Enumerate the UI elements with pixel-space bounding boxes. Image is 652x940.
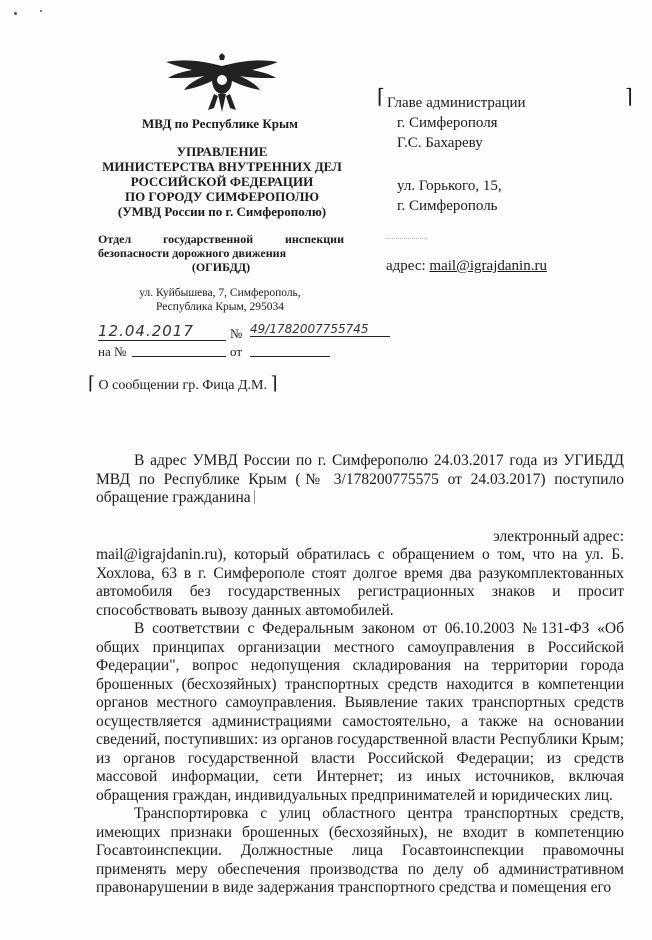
reply-to-number-line <box>132 356 226 357</box>
sender-address-line: ул. Куйбышева, 7, Симферополь, <box>139 287 301 299</box>
paragraph-1-email-label: электронный адрес: <box>493 527 624 545</box>
redaction-edge <box>246 490 255 504</box>
reply-to-label: на № <box>98 344 127 359</box>
recipient-email-label: адрес: <box>386 258 426 274</box>
department-block <box>98 232 344 275</box>
redaction-line <box>387 238 427 239</box>
sender-address-line: Республика Крым, 295034 <box>155 301 285 313</box>
recipient-street: ул. Горького, 15, <box>397 178 502 194</box>
recipient-email-link[interactable]: mail@igrajdanin.ru <box>429 258 547 274</box>
sender-heading-line: ПО ГОРОДУ СИМФЕРОПОЛЮ <box>124 189 320 204</box>
department-abbr: (ОГИБДД) <box>191 260 251 274</box>
reply-from-date-line <box>250 356 330 357</box>
recipient-bracket-right: ⌉ <box>625 86 633 108</box>
recipient-city: г. Симферополь <box>397 198 498 214</box>
paragraph-1: mail@igrajdanin.ru), который обратилась с обращением о том, что на ул. Б. Хохлова, 63 в г. Симферополе стоят долгое время два разукомплектованных автомобиля без государственных регистрационных знаков и просит способствовать вывозу данных автомобилей. <box>96 546 624 619</box>
sender-address <box>120 286 320 314</box>
recipient-line: г. Симферополя <box>397 115 498 131</box>
recipient-bracket-left: ⌈ <box>377 86 385 108</box>
paragraph-1-line: В адрес УМВД России по г. Симферополю 24.03.2017 года из УГИБДД <box>134 452 624 469</box>
sender-heading-line: (УМВД России по г. Симферополю) <box>117 204 327 219</box>
scan-speck <box>40 10 42 12</box>
ministry-name: МВД по Республике Крым <box>142 116 298 131</box>
department-line: безопасности дорожного движения <box>98 246 287 260</box>
reply-from-label: от <box>230 344 243 359</box>
letter-body <box>96 452 624 898</box>
paragraph-1-line: МВД по Республике Крым (№ 3/178200775575 от 24.03.2017) поступило <box>96 470 624 488</box>
scan-speck <box>14 12 17 15</box>
recipient-line: Г.С. Бахареву <box>397 135 483 151</box>
paragraph-3: Транспортировка с улиц областного центра транспортных средств, имеющих признаки брошенных (бесхозяйных), не входит в компетенцию Госавтоинспекции. Должностные лица Госавтоинспекции правомочны применять меру обеспечения производства по делу об административном правонарушении в виде задержания транспортного средства и помещения его <box>96 805 624 896</box>
paragraph-1-line: обращение гражданина <box>96 489 251 506</box>
sender-heading <box>98 144 346 219</box>
sender-heading-line: РОССИЙСКОЙ ФЕДЕРАЦИИ <box>130 174 314 189</box>
recipient-block <box>387 93 617 216</box>
mvd-emblem-icon <box>162 52 282 114</box>
sender-heading-line: УПРАВЛЕНИЕ <box>176 144 268 159</box>
subject: ⌈ О сообщении гр. Фица Д.М. ⌉ <box>88 373 278 393</box>
paragraph-2: В соответствии с Федеральным законом от 06.10.2003 №131-ФЗ «Об общих принципах организации местного самоуправления в Российской Федерации", вопрос недопущения складирования на территории города брошенных (бесхозяйных) транспортных средств находится в компетенции органов местного самоуправления. Выявление таких транспортных средств осуществляется администрациями самостоятельно, а также на основании сведений, поступивших: из органов государственной власти Республики Крым; из органов государственной власти Российской Федерации; из средств массовой информации, сети Интернет; из иных источников, включая обращения граждан, индивидуальных предпринимателей и юридических лиц. <box>96 620 624 804</box>
department-line: Отдел государственной инспекции <box>98 232 344 246</box>
subject-text: О сообщении гр. Фица Д.М. <box>98 378 267 393</box>
registration-date: 12.04.2017 <box>98 322 226 341</box>
registration-number: 49/1782007755745 <box>250 322 390 337</box>
recipient-email-row <box>386 256 547 276</box>
sender-heading-line: МИНИСТЕРСТВА ВНУТРЕННИХ ДЕЛ <box>102 159 342 174</box>
recipient-line: Главе администрации <box>387 95 526 111</box>
registration-number-prefix: № <box>230 326 243 341</box>
